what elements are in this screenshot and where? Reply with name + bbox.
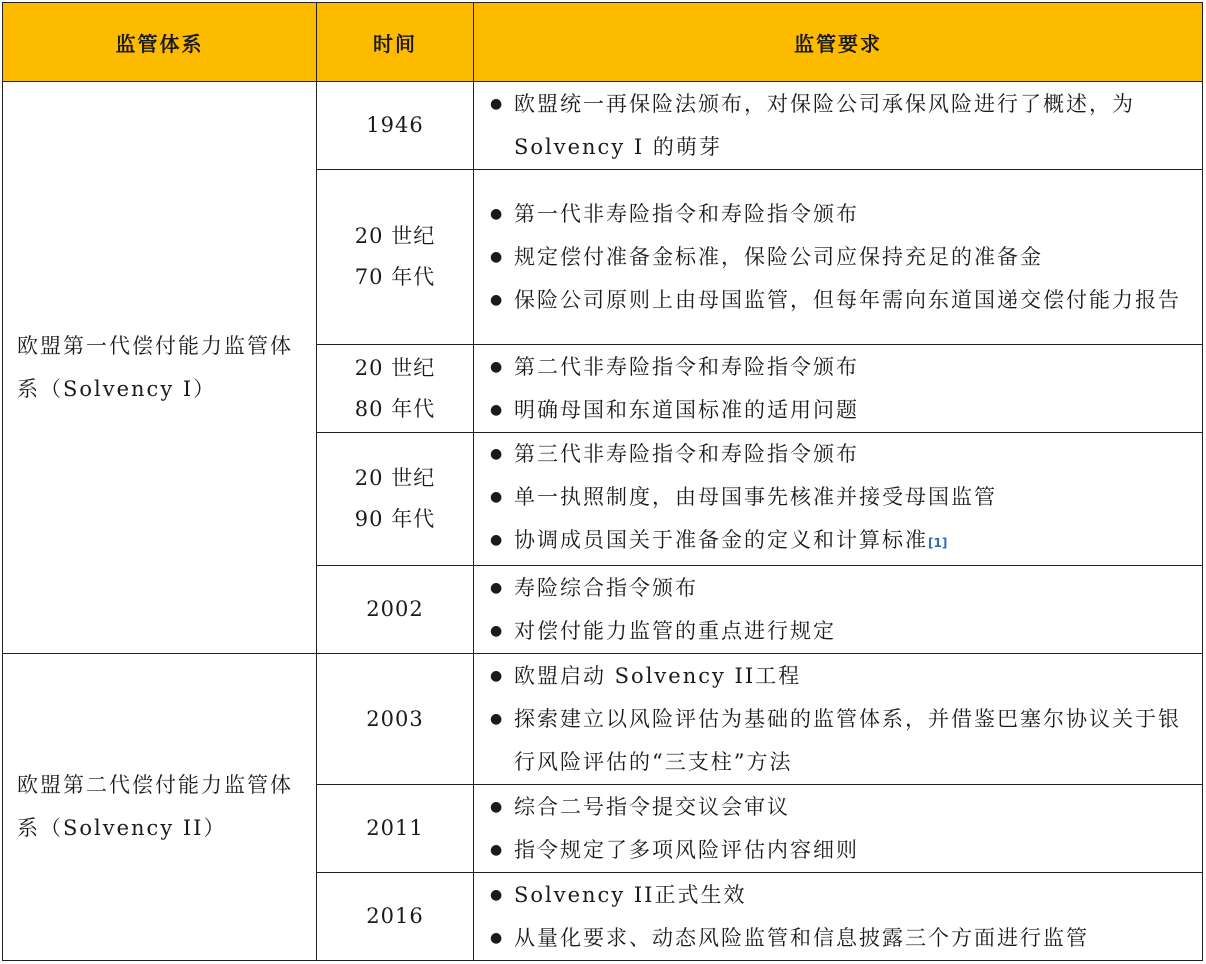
list-item [488, 193, 1192, 236]
requirement-text: 寿险综合指令颁布 [514, 575, 698, 600]
table-row [3, 654, 1203, 785]
list-item [488, 433, 1192, 476]
bullet-icon: ● [490, 401, 505, 418]
bullet-icon: ● [490, 622, 505, 639]
regulation-table [2, 2, 1203, 961]
bullet-icon: ● [490, 929, 505, 946]
bullet-icon: ● [490, 798, 505, 815]
bullet-icon: ● [490, 358, 505, 375]
requirements-cell [474, 566, 1203, 654]
requirement-text: 规定偿付准备金标准，保险公司应保持充足的准备金 [514, 244, 1043, 269]
requirement-text: 保险公司原则上由母国监管，但每年需向东道国递交偿付能力报告 [514, 287, 1181, 312]
bullet-icon: ● [490, 667, 505, 684]
requirement-text: 协调成员国关于准备金的定义和计算标准 [514, 528, 928, 552]
bullet-icon: ● [490, 532, 505, 548]
requirement-text: 明确母国和东道国标准的适用问题 [514, 397, 859, 422]
table-header-row [3, 3, 1203, 82]
citation-link[interactable]: [1] [928, 536, 948, 550]
requirement-text: 综合二号指令提交议会审议 [514, 794, 790, 819]
requirements-cell [474, 785, 1203, 873]
list-item [488, 655, 1192, 698]
bullet-icon: ● [490, 886, 505, 903]
list-item [488, 279, 1192, 322]
requirement-text: 欧盟启动 Solvency II工程 [514, 663, 802, 688]
requirement-text: 欧盟统一再保险法颁布，对保险公司承保风险进行了概述，为 Solvency I 的萌芽 [514, 91, 1135, 159]
time-cell: 2002 [317, 566, 474, 654]
header-requirements: 监管要求 [474, 3, 1203, 82]
list-item [488, 610, 1192, 653]
bullet-icon: ● [490, 446, 505, 462]
system-cell: 欧盟第一代偿付能力监管体系（Solvency I） [3, 82, 317, 654]
list-item [488, 519, 1192, 565]
time-cell: 20 世纪 80 年代 [317, 345, 474, 433]
time-cell: 1946 [317, 82, 474, 170]
requirements-cell [474, 170, 1203, 345]
requirements-cell [474, 873, 1203, 961]
requirement-text: Solvency II正式生效 [514, 882, 747, 907]
bullet-icon: ● [490, 205, 505, 222]
requirement-text: 对偿付能力监管的重点进行规定 [514, 618, 836, 643]
header-system: 监管体系 [3, 3, 317, 82]
requirement-text: 单一执照制度，由母国事先核准并接受母国监管 [514, 485, 997, 509]
list-item [488, 346, 1192, 389]
system-cell: 欧盟第二代偿付能力监管体系（Solvency II） [3, 654, 317, 961]
requirements-cell [474, 433, 1203, 566]
bullet-icon: ● [490, 248, 505, 265]
header-time: 时间 [317, 3, 474, 82]
requirement-text: 指令规定了多项风险评估内容细则 [514, 837, 859, 862]
time-cell: 2011 [317, 785, 474, 873]
list-item [488, 786, 1192, 829]
table-row [3, 82, 1203, 170]
requirement-text: 探索建立以风险评估为基础的监管体系，并借鉴巴塞尔协议关于银行风险评估的“三支柱”方法 [514, 706, 1181, 774]
time-cell: 2003 [317, 654, 474, 785]
requirement-text: 第二代非寿险指令和寿险指令颁布 [514, 354, 859, 379]
time-cell: 20 世纪 90 年代 [317, 433, 474, 566]
bullet-icon: ● [490, 841, 505, 858]
bullet-icon: ● [490, 710, 505, 727]
bullet-icon: ● [490, 291, 505, 308]
requirements-cell [474, 82, 1203, 170]
bullet-icon: ● [490, 489, 505, 505]
list-item [488, 698, 1192, 784]
requirement-text: 第三代非寿险指令和寿险指令颁布 [514, 442, 859, 466]
bullet-icon: ● [490, 95, 505, 112]
requirement-text: 第一代非寿险指令和寿险指令颁布 [514, 201, 859, 226]
list-item [488, 83, 1192, 169]
requirements-cell [474, 345, 1203, 433]
time-cell: 20 世纪 70 年代 [317, 170, 474, 345]
list-item [488, 236, 1192, 279]
list-item [488, 917, 1192, 960]
bullet-icon: ● [490, 579, 505, 596]
requirements-cell [474, 654, 1203, 785]
list-item [488, 389, 1192, 432]
requirement-text: 从量化要求、动态风险监管和信息披露三个方面进行监管 [514, 925, 1089, 950]
list-item [488, 874, 1192, 917]
list-item [488, 476, 1192, 519]
list-item [488, 829, 1192, 872]
list-item [488, 567, 1192, 610]
time-cell: 2016 [317, 873, 474, 961]
